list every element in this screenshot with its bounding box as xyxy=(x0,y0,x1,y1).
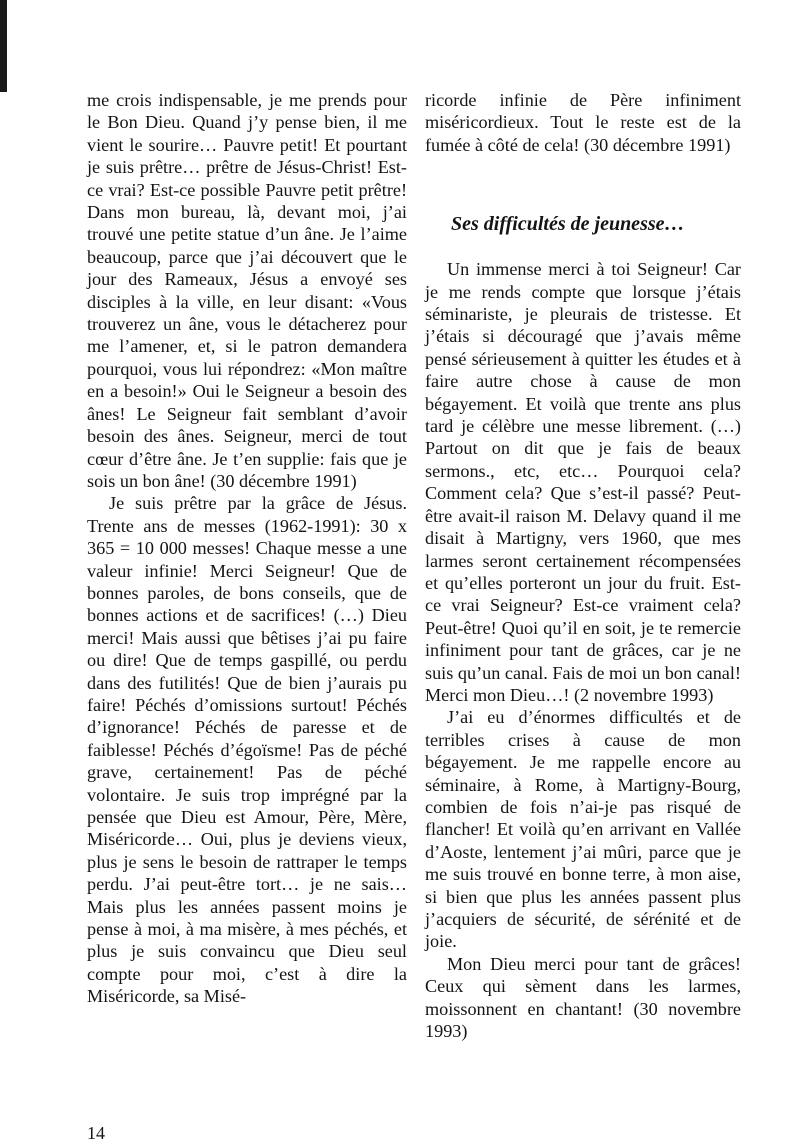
page-binding-edge xyxy=(0,0,7,92)
paragraph-immense-thanks: Un immense merci à toi Seigneur! Car je me rends compte que lorsque j’étais séminariste, je pleurais de tristesse. Et j’étais si découragé que j’avais même pensé sérieusement à quitter les études et à faire autre chose à cause de mon bégayement. Et voilà que trente ans plus tard je célèbre une messe librement. (…) Partout on dit que je fais de beaux sermons., etc, etc… Pourquoi cela? Comment cela? Que s’est-il passé? Peut-être avait-il raison M. Delavy quand il me disait à Martigny, vers 1960, que mes larmes seront certainement récompensées et qu’elles porteront un jour du fruit. Est-ce vrai Seigneur? Est-ce vraiment cela? Peut-être! Quoi qu’il en soit, je te remercie infiniment pour tant de grâces, car je ne suis qu’un canal. Fais de moi un bon canal! Merci mon Dieu…! (2 novembre 1993) xyxy=(425,259,741,705)
paragraph-thirty-years-of-masses: Je suis prêtre par la grâce de Jésus. Trente ans de messes (1962-1991): 30 x 365 = 10 000 messes! Chaque messe a une valeur infinie! Merci Seigneur! Que de bonnes paroles, de bons conseils, que de bonnes actions et de sacrifices! (…) Dieu merci! Mais aussi que bêtises j’ai pu faire ou dire! Que de temps gaspillé, ou perdu dans des futilités! Que de bien j’aurais pu faire! Péchés d’omissions surtout! Péchés d’ignorance! Péchés de paresse et de faiblesse! Péchés d’égoïsme! Pas de péché grave, certainement! Pas de péché volontaire. Je suis trop imprégné par la pensée que Dieu est Amour, Père, Mère, Miséricorde… Oui, plus je deviens vieux, plus je sens le besoin de rattraper le temps perdu. J’ai peut-être tort… je ne sais… Mais plus les années passent moins je pense à moi, à ma misère, à mes péchés, et plus je suis convaincu que Dieu seul compte pour moi, c’est à dire la Miséricorde, sa Misé- xyxy=(87,493,407,1007)
section-heading: Ses difficultés de jeunesse… xyxy=(451,213,685,236)
page-number: 14 xyxy=(87,1123,105,1143)
paragraph-thanks-for-graces: Mon Dieu merci pour tant de grâces! Ceux qui sèment dans les larmes, moissonnent en chantant! (30 novembre 1993) xyxy=(425,953,741,1042)
paragraph-continuation: me crois indispensable, je me prends pour le Bon Dieu. Quand j’y pense bien, il me vient le sourire… Pauvre petit! Et pourtant je suis prêtre… prêtre de Jésus-Christ! Est-ce vrai? Est-ce possible Pauvre petit prêtre! Dans mon bureau, là, devant moi, j’ai trouvé une petite statue d’un âne. Je l’aime beaucoup, parce que j’ai découvert que le jour des Rameaux, Jésus a envoyé ses disciples à la ville, en leur disant: «Vous trouverez un âne, vous le détacherez pour me l’amener, et, si le patron demandera pourquoi, vous lui répondrez: «Mon maître en a besoin!» Oui le Seigneur a besoin des ânes! Le Seigneur fait semblant d’avoir besoin des ânes. Seigneur, merci de tout cœur d’être âne. Je t’en supplie: fais que je sois un bon âne! (30 décembre 1991) xyxy=(87,90,407,491)
paragraph-continuation-right: ricorde infinie de Père infiniment miséricordieux. Tout le reste est de la fumée à côté de cela! (30 décembre 1991) xyxy=(425,90,741,155)
paragraph-stammering-difficulties: J’ai eu d’énormes difficultés et de terribles crises à cause de mon bégayement. Je me rappelle encore au séminaire, à Rome, à Martigny-Bourg, combien de fois n’ai-je pas risqué de flancher! Et voilà qu’en arrivant en Vallée d’Aoste, lentement j’ai mûri, parce que je me suis trouvé en bonne terre, à mon aise, si bien que plus les années passent plus j’acquiers de sécurité, de sérénité et de joie. xyxy=(425,707,741,952)
left-text-column xyxy=(87,89,407,1008)
right-text-column xyxy=(425,89,741,1042)
